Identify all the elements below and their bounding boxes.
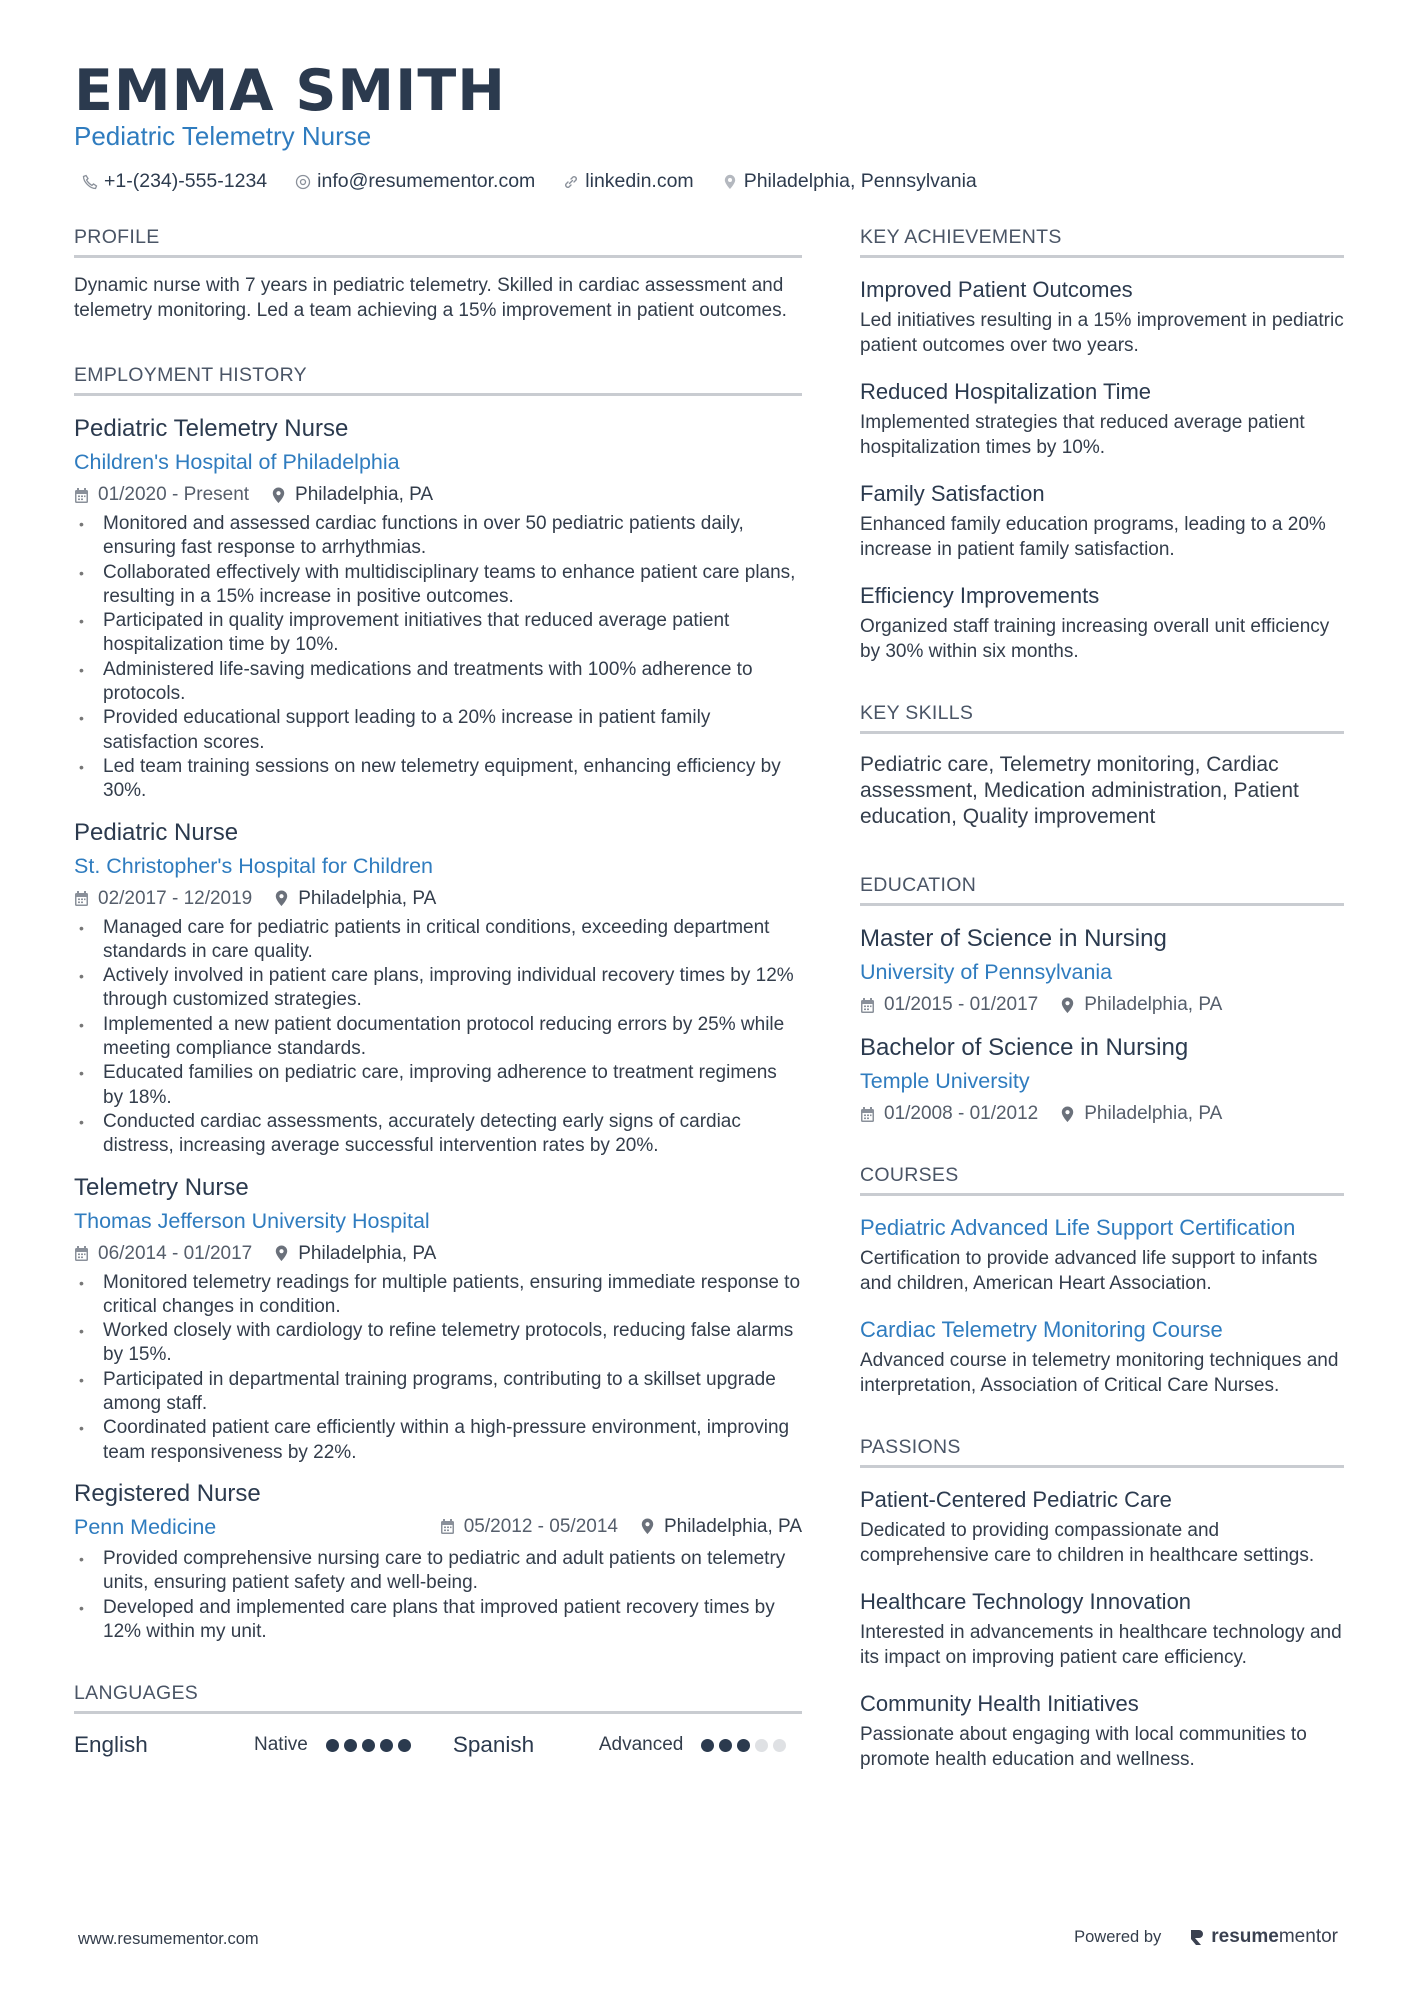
course-desc: Advanced course in telemetry monitoring techniques and interpretation, Association of Critical Care Nurses. (860, 1350, 1339, 1396)
rating-dot-filled (362, 1739, 375, 1752)
candidate-name: EMMA SMITH (74, 58, 506, 124)
brand-bold: resume (1211, 1926, 1279, 1947)
course-item (860, 1214, 1344, 1296)
job-company: Thomas Jefferson University Hospital (74, 1208, 430, 1233)
languages-heading: LANGUAGES (74, 1682, 802, 1714)
rating-dot-filled (380, 1739, 393, 1752)
rating-dot-filled (719, 1739, 732, 1752)
job-entry (74, 1479, 802, 1644)
passion-title: Patient-Centered Pediatric Care (860, 1487, 1172, 1512)
contact-bar (82, 170, 977, 193)
link-icon (563, 174, 579, 190)
course-item (860, 1316, 1344, 1398)
job-dates-text: 06/2014 - 01/2017 (98, 1242, 253, 1264)
bullet-item: • Developed and implemented care plans that improved patient recovery times by 12% within my unit. (74, 1596, 802, 1645)
at-icon (295, 174, 311, 190)
education-dates (860, 993, 1038, 1017)
education-item (860, 1033, 1344, 1126)
job-company: Children's Hospital of Philadelphia (74, 450, 400, 474)
job-location-text: Philadelphia, PA (298, 1242, 437, 1264)
bullet-item: • Participated in departmental training programs, contributing to a skillset upgrade among staff. (74, 1368, 802, 1417)
rating-dot-filled (344, 1739, 357, 1752)
map-pin-icon (1060, 1106, 1075, 1123)
achievement-item (860, 378, 1344, 460)
job-dates-text: 05/2012 - 05/2014 (463, 1515, 618, 1537)
brand-thin: mentor (1278, 1926, 1338, 1947)
passion-desc: Dedicated to providing compassionate and comprehensive care to children in healthcare settings. (860, 1520, 1315, 1566)
job-location-text: Philadelphia, PA (663, 1515, 802, 1537)
rating-dot-filled (398, 1739, 411, 1752)
language-level: Advanced (598, 1734, 684, 1756)
achievement-title: Reduced Hospitalization Time (860, 379, 1152, 404)
contact-email[interactable] (295, 170, 535, 193)
bullet-item: • Educated families on pediatric care, improving adherence to treatment regimens by 18%. (74, 1061, 802, 1110)
calendar-icon (74, 890, 89, 907)
rating-dot-empty (773, 1739, 786, 1752)
bullet-item: • Led team training sessions on new telemetry equipment, enhancing efficiency by 30%. (74, 755, 802, 804)
email-text: info@resumementor.com (317, 170, 536, 192)
achievement-desc: Enhanced family education programs, leading to a 20% increase in patient family satisfaction. (860, 514, 1326, 560)
degree: Bachelor of Science in Nursing (860, 1034, 1189, 1061)
bullet-item: • Administered life-saving medications and treatments with 100% adherence to protocols. (74, 658, 802, 707)
course-title: Cardiac Telemetry Monitoring Course (860, 1317, 1223, 1342)
left-column (74, 226, 802, 1758)
education-location-text: Philadelphia, PA (1084, 1103, 1223, 1124)
passion-desc: Passionate about engaging with local communities to promote health education and wellness. (860, 1724, 1307, 1770)
bullet-item: • Worked closely with cardiology to refine telemetry protocols, reducing false alarms by 15%. (74, 1319, 802, 1368)
job-bullets (74, 1547, 802, 1644)
employment-heading: EMPLOYMENT HISTORY (74, 364, 802, 396)
degree: Master of Science in Nursing (860, 925, 1167, 952)
job-meta (74, 1242, 802, 1266)
calendar-icon (74, 1245, 89, 1262)
course-desc: Certification to provide advanced life support to infants and children, American Heart Association. (860, 1248, 1318, 1294)
bullet-item: • Provided comprehensive nursing care to pediatric and adult patients on telemetry units, ensuring patient safety and well-being. (74, 1547, 802, 1596)
calendar-icon (860, 997, 875, 1014)
job-location (274, 887, 436, 911)
bullet-item: • Collaborated effectively with multidisciplinary teams to enhance patient care plans, resulting in a 15% increase in positive outcomes. (74, 561, 802, 610)
job-entry (74, 818, 802, 1159)
job-entry (74, 1173, 802, 1465)
skills-text: Pediatric care, Telemetry monitoring, Cardiac assessment, Medication administration, Patient education, Quality improvement (860, 753, 1299, 828)
job-company: Penn Medicine (74, 1514, 217, 1539)
job-dates (74, 1242, 252, 1266)
job-location-text: Philadelphia, PA (295, 484, 434, 505)
job-location (640, 1515, 802, 1539)
passion-desc: Interested in advancements in healthcare technology and its impact on improving patient care efficiency. (860, 1622, 1342, 1668)
courses-heading: COURSES (860, 1164, 1344, 1196)
job-dates (440, 1515, 618, 1539)
education-item (860, 924, 1344, 1017)
map-pin-icon (271, 487, 286, 504)
achievement-title: Improved Patient Outcomes (860, 277, 1133, 302)
rating-dot-filled (737, 1739, 750, 1752)
job-bullets (74, 1271, 802, 1465)
language-name: English (74, 1732, 148, 1758)
achievement-desc: Organized staff training increasing overall unit efficiency by 30% within six months. (860, 616, 1330, 662)
job-location-text: Philadelphia, PA (298, 887, 437, 909)
job-title: Pediatric Telemetry Nurse (74, 415, 349, 442)
job-dates-text: 02/2017 - 12/2019 (98, 887, 253, 909)
map-pin-icon (722, 174, 738, 190)
location-text: Philadelphia, Pennsylvania (743, 170, 977, 192)
job-dates-text: 01/2020 - Present (98, 484, 250, 505)
language-level: Native (254, 1734, 308, 1756)
powered-by-label: Powered by (1074, 1927, 1162, 1946)
map-pin-icon (274, 1245, 289, 1262)
contact-linkedin[interactable] (563, 170, 693, 193)
map-pin-icon (1060, 997, 1075, 1014)
phone-icon (82, 174, 98, 190)
job-title: Pediatric Nurse (74, 818, 239, 846)
achievement-desc: Implemented strategies that reduced average patient hospitalization times by 10%. (860, 412, 1305, 458)
candidate-title: Pediatric Telemetry Nurse (74, 121, 372, 151)
profile-heading: PROFILE (74, 226, 802, 258)
education-meta (860, 993, 1344, 1017)
job-location (274, 1242, 436, 1266)
bullet-item: • Monitored and assessed cardiac functions in over 50 pediatric patients daily, ensuring fast response to arrhythmias. (74, 512, 802, 561)
education-dates (860, 1102, 1038, 1126)
calendar-icon (440, 1518, 455, 1535)
brand-logo[interactable] (1189, 1926, 1338, 1948)
education-location-text: Philadelphia, PA (1084, 994, 1223, 1015)
passions-heading: PASSIONS (860, 1436, 1344, 1468)
school: University of Pennsylvania (860, 960, 1113, 984)
footer-branding (1074, 1926, 1338, 1948)
bullet-item: • Managed care for pediatric patients in critical conditions, exceeding department standards in care quality. (74, 916, 802, 965)
passion-item (860, 1690, 1344, 1772)
skills-heading: KEY SKILLS (860, 702, 1344, 734)
passion-title: Community Health Initiatives (860, 1691, 1139, 1716)
rating-dot-empty (755, 1739, 768, 1752)
contact-phone[interactable] (82, 170, 267, 193)
education-meta (860, 1102, 1344, 1126)
job-dates (74, 483, 249, 507)
language-name: Spanish (452, 1732, 535, 1758)
rating-dot-filled (326, 1739, 339, 1752)
language-rating (326, 1739, 411, 1752)
achievement-item (860, 582, 1344, 664)
achievement-title: Efficiency Improvements (860, 583, 1100, 608)
job-location (271, 483, 433, 507)
achievement-desc: Led initiatives resulting in a 15% improvement in pediatric patient outcomes over two years. (860, 310, 1344, 356)
education-heading: EDUCATION (860, 874, 1344, 906)
job-title: Telemetry Nurse (74, 1173, 249, 1201)
calendar-icon (860, 1106, 875, 1123)
footer-website[interactable]: www.resumementor.com (78, 1930, 259, 1948)
languages-row (74, 1732, 802, 1758)
job-dates (74, 887, 252, 911)
resumementor-logo-icon (1189, 1928, 1205, 1946)
achievement-item (860, 276, 1344, 358)
passion-title: Healthcare Technology Innovation (860, 1589, 1192, 1614)
passion-item (860, 1588, 1344, 1670)
education-dates-text: 01/2008 - 01/2012 (884, 1103, 1039, 1124)
calendar-icon (74, 487, 89, 504)
bullet-item: • Actively involved in patient care plans, improving individual recovery times by 12% through customized strategies. (74, 964, 802, 1013)
achievement-title: Family Satisfaction (860, 481, 1045, 506)
profile-text: Dynamic nurse with 7 years in pediatric telemetry. Skilled in cardiac assessment and telemetry monitoring. Led a team achieving a 15% improvement in patient outcomes. (74, 275, 787, 321)
rating-dot-filled (701, 1739, 714, 1752)
job-bullets (74, 512, 802, 804)
job-meta (440, 1515, 802, 1539)
bullet-item: • Implemented a new patient documentation protocol reducing errors by 25% while meeting compliance standards. (74, 1013, 802, 1062)
bullet-item: • Provided educational support leading to a 20% increase in patient family satisfaction scores. (74, 706, 802, 755)
achievement-item (860, 480, 1344, 562)
job-meta (74, 887, 802, 911)
achievements-heading: KEY ACHIEVEMENTS (860, 226, 1344, 258)
job-entry (74, 414, 802, 804)
linkedin-text: linkedin.com (585, 170, 694, 192)
education-location (1060, 993, 1222, 1017)
bullet-item: • Conducted cardiac assessments, accurately detecting early signs of cardiac distress, increasing average successful intervention rates by 20%. (74, 1110, 802, 1159)
job-bullets (74, 916, 802, 1159)
job-company: St. Christopher's Hospital for Children (74, 853, 434, 878)
map-pin-icon (274, 890, 289, 907)
bullet-item: • Monitored telemetry readings for multiple patients, ensuring immediate response to critical changes in condition. (74, 1271, 802, 1320)
job-title: Registered Nurse (74, 1479, 261, 1507)
education-dates-text: 01/2015 - 01/2017 (884, 994, 1039, 1015)
right-column (860, 226, 1344, 1792)
education-location (1060, 1102, 1222, 1126)
job-meta (74, 483, 802, 507)
job-row (74, 1509, 802, 1542)
phone-text: +1-(234)-555-1234 (104, 170, 268, 192)
contact-location (722, 170, 977, 193)
bullet-item: • Participated in quality improvement initiatives that reduced average patient hospitalization time by 10%. (74, 609, 802, 658)
language-rating (701, 1739, 786, 1752)
bullet-item: • Coordinated patient care efficiently within a high-pressure environment, improving team responsiveness by 22%. (74, 1416, 802, 1465)
passion-item (860, 1486, 1344, 1568)
course-title: Pediatric Advanced Life Support Certification (860, 1215, 1296, 1240)
map-pin-icon (640, 1518, 655, 1535)
school: Temple University (860, 1069, 1030, 1093)
